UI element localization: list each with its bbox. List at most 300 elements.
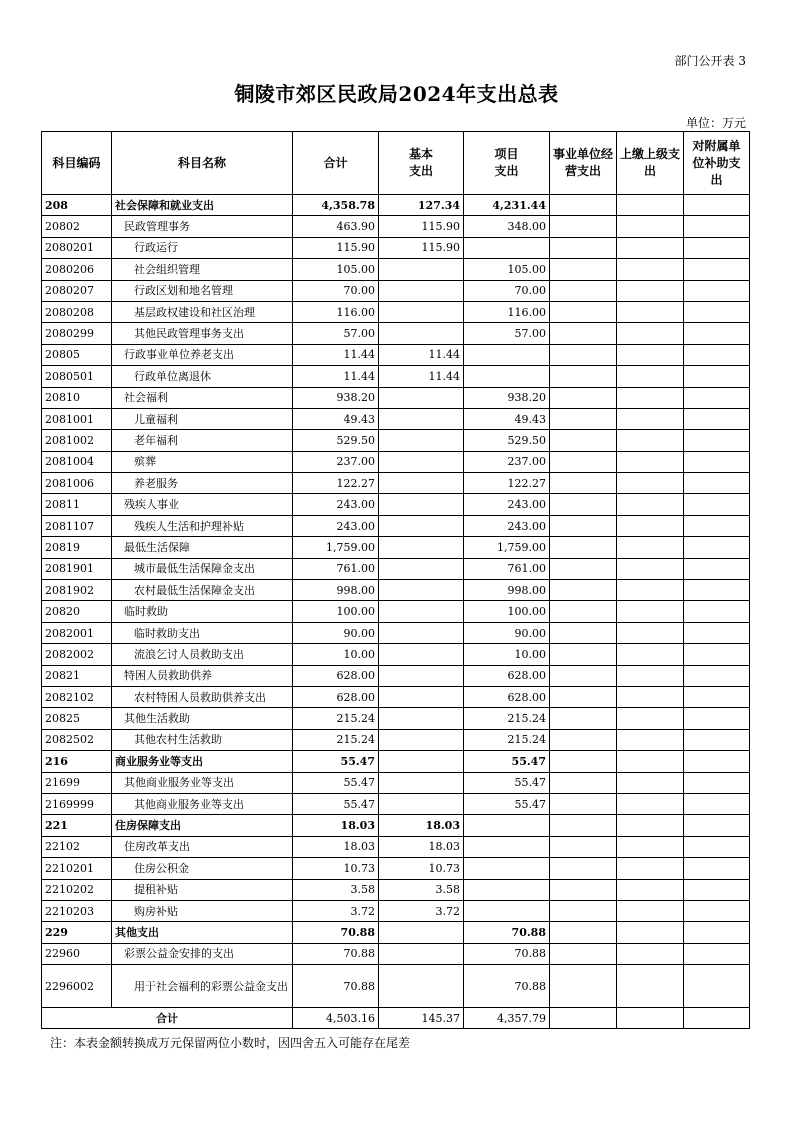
name-cell: 其他生活救助 <box>112 708 293 729</box>
table-row <box>42 473 750 494</box>
name-cell: 住房改革支出 <box>112 836 293 857</box>
total-cell: 70.00 <box>293 280 379 301</box>
subsidy-cell <box>684 815 750 836</box>
business-cell <box>550 708 617 729</box>
table-row <box>42 515 750 536</box>
table-row <box>42 815 750 836</box>
business-cell <box>550 858 617 879</box>
basic-cell <box>379 943 464 964</box>
subsidy-cell <box>684 430 750 451</box>
basic-cell <box>379 729 464 750</box>
code-cell: 2080201 <box>42 237 112 258</box>
code-cell: 2210201 <box>42 858 112 879</box>
table-row <box>42 751 750 772</box>
total-cell: 116.00 <box>293 301 379 322</box>
basic-cell <box>379 280 464 301</box>
business-cell <box>550 943 617 964</box>
business-cell <box>550 580 617 601</box>
total-cell: 105.00 <box>293 259 379 280</box>
project-cell: 628.00 <box>464 686 550 707</box>
upper-cell <box>617 558 684 579</box>
business-sum-cell <box>550 1008 617 1029</box>
business-cell <box>550 473 617 494</box>
project-cell: 55.47 <box>464 793 550 814</box>
project-cell: 70.88 <box>464 943 550 964</box>
project-cell <box>464 900 550 921</box>
subsidy-cell <box>684 943 750 964</box>
basic-cell <box>379 686 464 707</box>
table-row <box>42 494 750 515</box>
business-cell <box>550 451 617 472</box>
code-cell: 208 <box>42 195 112 216</box>
code-cell: 2080206 <box>42 259 112 280</box>
basic-cell: 18.03 <box>379 815 464 836</box>
business-cell <box>550 729 617 750</box>
code-cell: 20820 <box>42 601 112 622</box>
name-cell: 流浪乞讨人员救助支出 <box>112 644 293 665</box>
code-cell: 216 <box>42 751 112 772</box>
upper-cell <box>617 644 684 665</box>
total-cell: 628.00 <box>293 686 379 707</box>
project-cell: 348.00 <box>464 216 550 237</box>
upper-cell <box>617 259 684 280</box>
project-cell: 4,231.44 <box>464 195 550 216</box>
basic-cell <box>379 494 464 515</box>
business-cell <box>550 430 617 451</box>
total-sum-cell: 4,503.16 <box>293 1008 379 1029</box>
upper-sum-cell <box>617 1008 684 1029</box>
business-cell <box>550 280 617 301</box>
subsidy-cell <box>684 665 750 686</box>
total-cell: 70.88 <box>293 965 379 1008</box>
code-cell: 2296002 <box>42 965 112 1008</box>
code-cell: 20811 <box>42 494 112 515</box>
project-cell: 243.00 <box>464 494 550 515</box>
basic-cell <box>379 515 464 536</box>
basic-cell <box>379 430 464 451</box>
upper-cell <box>617 708 684 729</box>
name-cell: 社会保障和就业支出 <box>112 195 293 216</box>
project-cell: 57.00 <box>464 323 550 344</box>
project-cell: 49.43 <box>464 408 550 429</box>
table-row <box>42 665 750 686</box>
col-code-header: 科目编码 <box>42 132 112 195</box>
subsidy-cell <box>684 751 750 772</box>
basic-cell <box>379 751 464 772</box>
table-row <box>42 729 750 750</box>
code-cell: 22102 <box>42 836 112 857</box>
name-cell: 其他商业服务业等支出 <box>112 793 293 814</box>
upper-cell <box>617 280 684 301</box>
table-row <box>42 259 750 280</box>
name-cell: 商业服务业等支出 <box>112 751 293 772</box>
project-cell: 55.47 <box>464 772 550 793</box>
name-cell: 儿童福利 <box>112 408 293 429</box>
upper-cell <box>617 922 684 943</box>
code-cell: 20819 <box>42 537 112 558</box>
table-row <box>42 408 750 429</box>
upper-cell <box>617 601 684 622</box>
business-cell <box>550 195 617 216</box>
subsidy-cell <box>684 259 750 280</box>
project-cell <box>464 237 550 258</box>
table-row <box>42 943 750 964</box>
basic-cell: 115.90 <box>379 216 464 237</box>
subsidy-cell <box>684 772 750 793</box>
code-cell: 2081902 <box>42 580 112 601</box>
project-cell: 243.00 <box>464 515 550 536</box>
upper-cell <box>617 515 684 536</box>
total-cell: 49.43 <box>293 408 379 429</box>
table-row <box>42 580 750 601</box>
project-cell: 529.50 <box>464 430 550 451</box>
basic-cell <box>379 922 464 943</box>
basic-cell <box>379 537 464 558</box>
business-cell <box>550 601 617 622</box>
code-cell: 221 <box>42 815 112 836</box>
name-cell: 特困人员救助供养 <box>112 665 293 686</box>
col-business-header: 事业单位经营支出 <box>550 132 617 195</box>
project-cell: 215.24 <box>464 729 550 750</box>
name-cell: 城市最低生活保障金支出 <box>112 558 293 579</box>
total-label: 合计 <box>42 1008 293 1029</box>
project-cell <box>464 815 550 836</box>
total-cell: 18.03 <box>293 836 379 857</box>
table-row <box>42 686 750 707</box>
table-row <box>42 601 750 622</box>
subsidy-cell <box>684 601 750 622</box>
table-row <box>42 965 750 1008</box>
upper-cell <box>617 665 684 686</box>
total-cell: 55.47 <box>293 751 379 772</box>
business-cell <box>550 537 617 558</box>
col-project-label: 项目支出 <box>494 147 519 178</box>
basic-cell: 3.58 <box>379 879 464 900</box>
name-cell: 行政事业单位养老支出 <box>112 344 293 365</box>
business-cell <box>550 900 617 921</box>
basic-cell <box>379 451 464 472</box>
subsidy-cell <box>684 451 750 472</box>
table-row <box>42 922 750 943</box>
table-row <box>42 280 750 301</box>
business-cell <box>550 387 617 408</box>
basic-cell <box>379 622 464 643</box>
basic-cell: 11.44 <box>379 344 464 365</box>
basic-cell: 127.34 <box>379 195 464 216</box>
expenditure-table <box>41 131 750 1029</box>
table-row <box>42 708 750 729</box>
name-cell: 行政单位离退休 <box>112 366 293 387</box>
subsidy-cell <box>684 387 750 408</box>
upper-cell <box>617 494 684 515</box>
name-cell: 农村特困人员救助供养支出 <box>112 686 293 707</box>
subsidy-cell <box>684 965 750 1008</box>
project-cell <box>464 366 550 387</box>
business-cell <box>550 494 617 515</box>
code-cell: 2081901 <box>42 558 112 579</box>
upper-cell <box>617 580 684 601</box>
total-cell: 243.00 <box>293 494 379 515</box>
total-cell: 529.50 <box>293 430 379 451</box>
table-row <box>42 430 750 451</box>
upper-cell <box>617 408 684 429</box>
name-cell: 民政管理事务 <box>112 216 293 237</box>
business-cell <box>550 558 617 579</box>
total-cell: 463.90 <box>293 216 379 237</box>
col-project-header <box>464 132 550 195</box>
basic-cell <box>379 708 464 729</box>
code-cell: 2082102 <box>42 686 112 707</box>
code-cell: 2080207 <box>42 280 112 301</box>
table-row <box>42 216 750 237</box>
subsidy-cell <box>684 580 750 601</box>
code-cell: 2210203 <box>42 900 112 921</box>
total-cell: 243.00 <box>293 515 379 536</box>
business-cell <box>550 237 617 258</box>
subsidy-cell <box>684 836 750 857</box>
name-cell: 临时救助 <box>112 601 293 622</box>
name-cell: 其他民政管理事务支出 <box>112 323 293 344</box>
upper-cell <box>617 772 684 793</box>
col-basic-label: 基本支出 <box>408 147 433 178</box>
upper-cell <box>617 451 684 472</box>
total-cell: 237.00 <box>293 451 379 472</box>
basic-cell: 3.72 <box>379 900 464 921</box>
project-cell: 105.00 <box>464 259 550 280</box>
project-cell: 10.00 <box>464 644 550 665</box>
unit-label: 单位：万元 <box>685 116 746 130</box>
total-cell: 55.47 <box>293 793 379 814</box>
upper-cell <box>617 729 684 750</box>
project-cell: 55.47 <box>464 751 550 772</box>
name-cell: 用于社会福利的彩票公益金支出 <box>112 965 293 1008</box>
code-cell: 20810 <box>42 387 112 408</box>
basic-sum-cell: 145.37 <box>379 1008 464 1029</box>
basic-cell <box>379 558 464 579</box>
name-cell: 老年福利 <box>112 430 293 451</box>
basic-cell <box>379 387 464 408</box>
code-cell: 20825 <box>42 708 112 729</box>
code-cell: 2082001 <box>42 622 112 643</box>
basic-cell <box>379 665 464 686</box>
header-row <box>42 132 750 195</box>
name-cell: 残疾人事业 <box>112 494 293 515</box>
table-row <box>42 772 750 793</box>
name-cell: 住房保障支出 <box>112 815 293 836</box>
upper-cell <box>617 858 684 879</box>
total-cell: 100.00 <box>293 601 379 622</box>
business-cell <box>550 323 617 344</box>
business-cell <box>550 922 617 943</box>
code-cell: 2080501 <box>42 366 112 387</box>
basic-cell <box>379 580 464 601</box>
table-row <box>42 558 750 579</box>
total-cell: 3.72 <box>293 900 379 921</box>
code-cell: 229 <box>42 922 112 943</box>
business-cell <box>550 622 617 643</box>
code-cell: 2082502 <box>42 729 112 750</box>
table-row <box>42 537 750 558</box>
project-cell: 761.00 <box>464 558 550 579</box>
code-cell: 2080208 <box>42 301 112 322</box>
code-cell: 20821 <box>42 665 112 686</box>
basic-cell <box>379 601 464 622</box>
total-cell: 70.88 <box>293 922 379 943</box>
subsidy-cell <box>684 344 750 365</box>
upper-cell <box>617 793 684 814</box>
basic-cell <box>379 644 464 665</box>
name-cell: 其他支出 <box>112 922 293 943</box>
basic-cell: 115.90 <box>379 237 464 258</box>
basic-cell <box>379 408 464 429</box>
name-cell: 社会组织管理 <box>112 259 293 280</box>
project-sum-cell: 4,357.79 <box>464 1008 550 1029</box>
total-cell: 998.00 <box>293 580 379 601</box>
code-cell: 2081001 <box>42 408 112 429</box>
subsidy-cell <box>684 922 750 943</box>
total-cell: 1,759.00 <box>293 537 379 558</box>
name-cell: 社会福利 <box>112 387 293 408</box>
total-cell: 938.20 <box>293 387 379 408</box>
business-cell <box>550 793 617 814</box>
table-row <box>42 644 750 665</box>
code-cell: 2081107 <box>42 515 112 536</box>
name-cell: 行政运行 <box>112 237 293 258</box>
code-cell: 2081002 <box>42 430 112 451</box>
total-cell: 122.27 <box>293 473 379 494</box>
table-row <box>42 793 750 814</box>
business-cell <box>550 686 617 707</box>
business-cell <box>550 815 617 836</box>
basic-cell: 10.73 <box>379 858 464 879</box>
total-cell: 90.00 <box>293 622 379 643</box>
table-row <box>42 387 750 408</box>
total-cell: 70.88 <box>293 943 379 964</box>
subsidy-cell <box>684 793 750 814</box>
upper-cell <box>617 195 684 216</box>
business-cell <box>550 665 617 686</box>
project-cell: 116.00 <box>464 301 550 322</box>
col-upper-header: 上缴上级支出 <box>617 132 684 195</box>
code-cell: 2081004 <box>42 451 112 472</box>
upper-cell <box>617 537 684 558</box>
total-cell: 215.24 <box>293 708 379 729</box>
subsidy-cell <box>684 515 750 536</box>
subsidy-cell <box>684 558 750 579</box>
upper-cell <box>617 387 684 408</box>
subsidy-cell <box>684 900 750 921</box>
project-cell: 998.00 <box>464 580 550 601</box>
subsidy-cell <box>684 729 750 750</box>
total-row <box>42 1008 750 1029</box>
business-cell <box>550 216 617 237</box>
project-cell <box>464 879 550 900</box>
name-cell: 住房公积金 <box>112 858 293 879</box>
project-cell <box>464 836 550 857</box>
total-cell: 18.03 <box>293 815 379 836</box>
business-cell <box>550 301 617 322</box>
col-basic-header <box>379 132 464 195</box>
project-cell: 122.27 <box>464 473 550 494</box>
upper-cell <box>617 879 684 900</box>
subsidy-cell <box>684 280 750 301</box>
table-row <box>42 301 750 322</box>
table-row <box>42 366 750 387</box>
col-name-header: 科目名称 <box>112 132 293 195</box>
total-cell: 115.90 <box>293 237 379 258</box>
subsidy-cell <box>684 686 750 707</box>
total-cell: 215.24 <box>293 729 379 750</box>
table-row <box>42 858 750 879</box>
business-cell <box>550 751 617 772</box>
subsidy-cell <box>684 622 750 643</box>
name-cell: 临时救助支出 <box>112 622 293 643</box>
project-cell: 70.88 <box>464 922 550 943</box>
upper-cell <box>617 622 684 643</box>
footnote: 注：本表金额转换成万元保留两位小数时，因四舍五入可能存在尾差 <box>50 1036 411 1050</box>
basic-cell: 11.44 <box>379 366 464 387</box>
table-row <box>42 195 750 216</box>
name-cell: 其他商业服务业等支出 <box>112 772 293 793</box>
name-cell: 残疾人生活和护理补贴 <box>112 515 293 536</box>
subsidy-cell <box>684 537 750 558</box>
subsidy-cell <box>684 301 750 322</box>
code-cell: 2082002 <box>42 644 112 665</box>
form-number: 部门公开表 3 <box>674 54 746 68</box>
basic-cell <box>379 323 464 344</box>
table-row <box>42 879 750 900</box>
upper-cell <box>617 686 684 707</box>
project-cell: 90.00 <box>464 622 550 643</box>
subsidy-sum-cell <box>684 1008 750 1029</box>
subsidy-cell <box>684 323 750 344</box>
project-cell: 70.88 <box>464 965 550 1008</box>
upper-cell <box>617 323 684 344</box>
basic-cell: 18.03 <box>379 836 464 857</box>
total-cell: 3.58 <box>293 879 379 900</box>
name-cell: 基层政权建设和社区治理 <box>112 301 293 322</box>
total-cell: 10.73 <box>293 858 379 879</box>
basic-cell <box>379 793 464 814</box>
name-cell: 行政区划和地名管理 <box>112 280 293 301</box>
subsidy-cell <box>684 408 750 429</box>
col-total-header: 合计 <box>293 132 379 195</box>
total-cell: 57.00 <box>293 323 379 344</box>
business-cell <box>550 965 617 1008</box>
business-cell <box>550 836 617 857</box>
name-cell: 农村最低生活保障金支出 <box>112 580 293 601</box>
business-cell <box>550 772 617 793</box>
total-cell: 4,358.78 <box>293 195 379 216</box>
code-cell: 20805 <box>42 344 112 365</box>
basic-cell <box>379 301 464 322</box>
project-cell: 215.24 <box>464 708 550 729</box>
subsidy-cell <box>684 237 750 258</box>
table-row <box>42 900 750 921</box>
subsidy-cell <box>684 494 750 515</box>
code-cell: 20802 <box>42 216 112 237</box>
col-subsidy-header: 对附属单位补助支出 <box>684 132 750 195</box>
business-cell <box>550 515 617 536</box>
code-cell: 21699 <box>42 772 112 793</box>
project-cell: 100.00 <box>464 601 550 622</box>
basic-cell <box>379 473 464 494</box>
total-cell: 628.00 <box>293 665 379 686</box>
table-row <box>42 344 750 365</box>
business-cell <box>550 259 617 280</box>
subsidy-cell <box>684 216 750 237</box>
name-cell: 殡葬 <box>112 451 293 472</box>
